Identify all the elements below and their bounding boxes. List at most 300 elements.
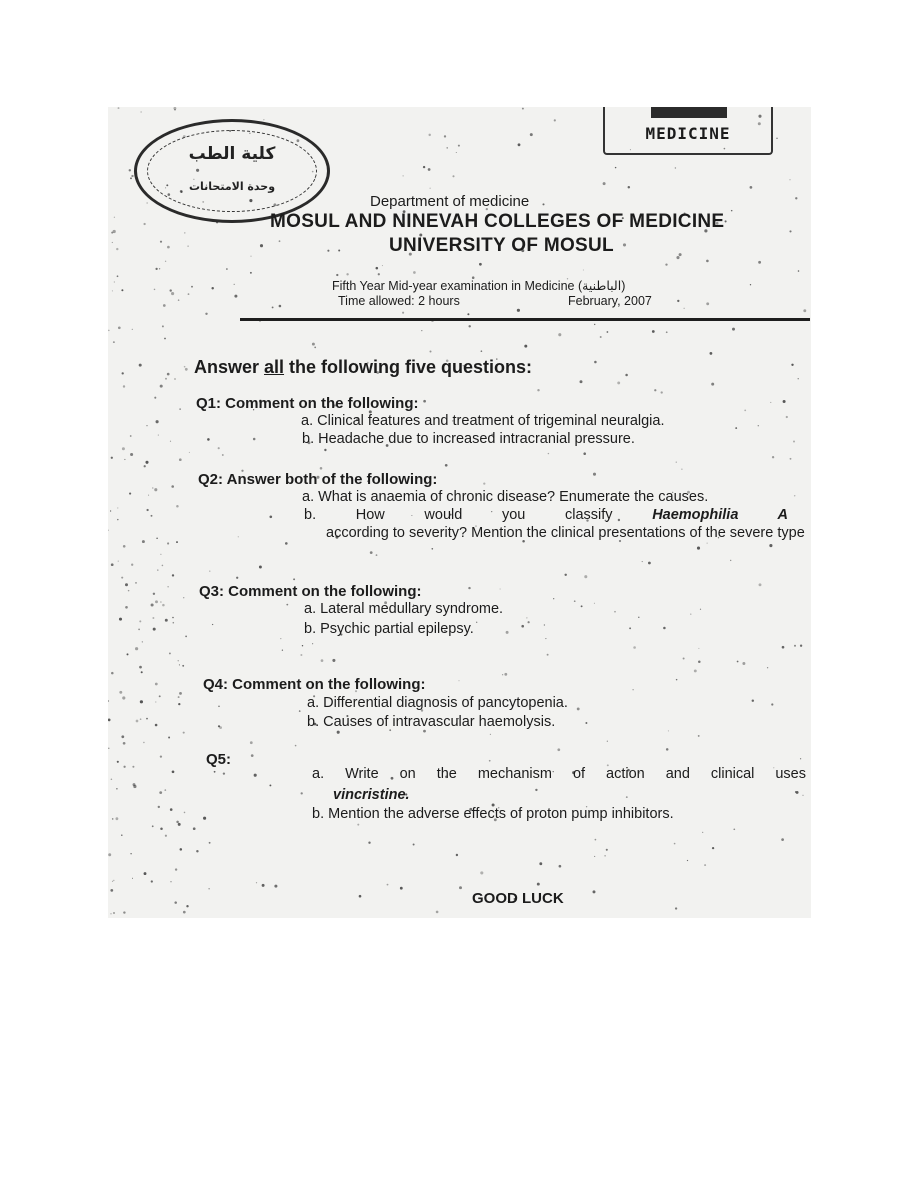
noise-speck [154,397,156,399]
noise-speck [606,849,608,851]
noise-speck [668,730,669,731]
noise-speck [793,440,795,442]
noise-speck [690,613,691,614]
noise-speck [139,620,141,622]
noise-speck [153,628,156,631]
noise-speck [160,554,161,555]
noise-speck [479,263,482,266]
noise-speck [176,505,179,508]
noise-speck [159,695,161,697]
noise-speck [706,302,709,305]
noise-speck [178,703,180,705]
noise-speck [445,464,448,467]
noise-speck [413,271,416,274]
noise-speck [183,732,185,734]
noise-speck [155,268,157,270]
noise-speck [594,361,597,364]
noise-speck [758,425,759,426]
noise-speck [767,667,768,668]
noise-speck [110,889,113,892]
noise-speck [285,542,288,545]
noise-speck [152,487,153,488]
university-title: UNIVERSITY OF MOSUL [389,235,614,256]
noise-speck [272,306,274,308]
noise-speck [185,636,187,638]
noise-speck [165,261,166,262]
noise-speck [314,347,316,349]
noise-speck [156,420,159,423]
noise-speck [167,542,169,544]
noise-speck [108,530,109,531]
noise-speck [652,330,655,333]
noise-speck [175,868,177,870]
question-3-item-b: b. Psychic partial epilepsy. [304,621,474,637]
noise-speck [165,835,167,837]
noise-speck [593,473,596,476]
noise-speck [744,409,746,411]
exam-title: Fifth Year Mid-year examination in Medicine (الباطنية) [332,279,626,293]
noise-speck [436,911,439,914]
noise-speck [771,703,773,705]
noise-speck [151,880,153,882]
noise-speck [269,784,271,786]
noise-speck [731,210,733,212]
noise-speck [172,574,174,576]
noise-speck [155,683,158,686]
noise-speck [133,783,136,786]
noise-speck [164,789,166,791]
noise-speck [123,545,126,548]
noise-speck [118,107,120,109]
noise-speck [117,507,118,508]
noise-speck [564,574,566,576]
noise-speck [131,564,133,566]
noise-speck [111,672,114,675]
noise-speck [286,604,288,606]
noise-speck [193,827,196,830]
noise-speck [178,299,180,301]
noise-speck [517,309,520,312]
noise-speck [155,701,156,702]
noise-speck [279,240,281,242]
question-1-item-a: a. Clinical features and treatment of trigeminal neuralgia. [301,413,665,429]
noise-speck [547,654,549,656]
noise-speck [585,722,587,724]
noise-speck [623,243,626,246]
noise-speck [681,469,682,470]
noise-speck [205,313,207,315]
noise-speck [683,658,685,660]
noise-speck [153,593,155,595]
noise-speck [116,788,118,790]
noise-speck [234,295,237,298]
noise-speck [108,853,111,856]
noise-speck [184,232,185,233]
noise-speck [117,275,119,277]
noise-speck [694,669,697,672]
noise-speck [154,289,156,291]
noise-speck [203,817,206,820]
noise-speck [791,364,793,366]
noise-speck [710,352,713,355]
noise-speck [165,378,167,380]
noise-speck [123,766,125,768]
noise-speck [139,666,142,669]
noise-speck [376,554,378,556]
noise-speck [280,638,281,639]
noise-speck [707,543,708,544]
noise-speck [152,825,154,827]
noise-speck [665,263,667,265]
noise-speck [321,659,324,662]
noise-speck [772,456,774,458]
noise-speck [108,330,110,332]
noise-speck [214,771,216,773]
noise-speck [123,911,125,913]
noise-speck [428,134,430,136]
noise-speck [262,884,265,887]
noise-speck [173,622,175,624]
noise-speck [663,627,666,630]
noise-speck [336,274,338,276]
question-4-title: Q4: Comment on the following: [203,676,426,693]
noise-speck [800,758,801,759]
noise-speck [279,305,282,308]
noise-speck [593,890,596,893]
noise-speck [733,828,735,830]
noise-speck [123,385,125,387]
noise-speck [413,844,415,846]
noise-speck [521,625,524,628]
noise-speck [121,289,123,291]
noise-speck [423,166,425,168]
noise-speck [207,438,210,441]
exam-date: February, 2007 [568,294,652,308]
noise-speck [263,119,264,120]
noise-speck [790,458,792,460]
noise-speck [545,638,546,639]
noise-speck [706,260,709,263]
noise-speck [295,745,297,747]
noise-speck [458,145,460,147]
noise-speck [145,461,148,464]
noise-speck [128,590,130,592]
noise-speck [594,603,595,604]
noise-speck [143,742,144,743]
noise-speck [674,843,676,845]
stamp-bar [651,107,727,118]
department-title: Department of medicine [370,193,530,210]
noise-speck [666,331,668,333]
colleges-title: MOSUL AND NINEVAH COLLEGES OF MEDICINE [270,211,725,232]
noise-speck [160,241,162,243]
noise-speck [191,286,193,288]
noise-speck [357,824,359,826]
noise-speck [332,659,335,662]
noise-speck [170,808,173,811]
noise-speck [687,860,688,861]
noise-speck [537,389,539,391]
noise-speck [132,766,134,768]
noise-speck [661,391,663,393]
noise-speck [626,796,628,798]
noise-speck [238,536,239,537]
instruction-prefix: Answer [194,357,265,377]
noise-speck [795,791,796,792]
time-allowed: Time allowed: 2 hours [338,294,460,308]
noise-speck [539,862,542,865]
noise-speck [421,330,422,331]
question-3-title: Q3: Comment on the following: [199,583,422,600]
noise-speck [312,643,313,644]
noise-speck [638,617,639,618]
noise-speck [112,242,113,243]
noise-speck [537,883,540,886]
noise-speck [187,245,189,247]
noise-speck [574,600,576,602]
question-2-item-b-line-2: according to severity? Mention the clinical presentations of the severe type [326,525,805,541]
noise-speck [112,290,113,291]
noise-speck [382,265,383,266]
noise-speck [782,646,785,649]
noise-speck [711,383,714,386]
medicine-stamp [603,107,773,155]
noise-speck [140,700,143,703]
question-5-item-a-term: vincristine. [333,787,410,803]
noise-speck [168,737,170,739]
noise-speck [174,109,176,111]
noise-speck [789,179,790,180]
noise-speck [122,372,124,374]
noise-speck [119,691,122,694]
noise-speck [554,119,556,121]
noise-speck [117,761,119,763]
noise-speck [253,438,256,441]
noise-speck [183,597,184,598]
noise-speck [732,328,735,331]
noise-speck [114,281,115,282]
noise-speck [614,611,616,613]
noise-speck [312,343,315,346]
noise-speck [160,827,163,830]
noise-speck [803,309,806,312]
noise-speck [144,465,146,467]
noise-speck [559,865,562,868]
noise-speck [135,582,137,584]
noise-speck [604,855,606,857]
noise-speck [269,515,272,518]
noise-speck [151,603,154,606]
noise-speck [169,652,171,654]
noise-speck [174,901,177,904]
noise-speck [600,336,602,338]
noise-speck [162,565,164,567]
noise-speck [234,284,235,285]
noise-speck [594,856,595,857]
noise-speck [430,188,431,189]
noise-speck [583,452,586,455]
noise-speck [698,735,700,737]
college-seal [134,119,330,223]
noise-speck [648,562,651,565]
noise-speck [108,700,109,702]
noise-speck [113,912,115,914]
noise-speck [583,269,584,270]
noise-speck [135,647,138,650]
noise-speck [131,175,133,177]
noise-speck [218,705,220,707]
noise-speck [219,726,222,729]
noise-speck [629,627,631,629]
noise-speck [698,648,699,649]
question-2-item-b-term: Haemophilia A [652,507,788,523]
noise-speck [456,854,458,856]
noise-speck [159,791,162,794]
noise-speck [452,175,454,177]
noise-speck [783,400,786,403]
noise-speck [402,312,404,314]
instruction-emphasis: all [264,357,285,377]
noise-speck [476,622,477,623]
noise-speck [111,563,114,566]
noise-speck [160,601,162,603]
noise-speck [712,847,714,849]
noise-speck [179,408,180,409]
noise-speck [156,537,158,539]
noise-speck [250,272,252,274]
noise-speck [697,547,700,550]
noise-speck [607,331,609,333]
noise-speck [666,748,669,751]
noise-speck [162,325,164,327]
noise-speck [251,754,254,757]
noise-speck [236,577,238,579]
noise-speck [324,449,326,451]
noise-speck [122,447,125,450]
noise-speck [750,284,751,285]
noise-speck [446,147,447,148]
noise-speck [130,853,131,854]
header-rule [240,318,810,321]
noise-speck [730,560,731,561]
noise-speck [132,878,133,879]
noise-speck [167,246,170,249]
noise-speck [148,495,149,496]
noise-speck [209,571,210,572]
noise-speck [698,661,701,664]
noise-speck [376,267,379,270]
question-2-title: Q2: Answer both of the following: [198,471,438,488]
noise-speck [795,197,797,199]
noise-speck [368,842,370,844]
noise-speck [160,755,162,757]
noise-speck [158,806,160,808]
noise-speck [337,731,340,734]
noise-speck [798,270,800,272]
noise-speck [125,583,128,586]
noise-speck [522,108,524,110]
noise-speck [250,741,253,744]
noise-speck [146,425,147,426]
noise-speck [196,850,198,852]
noise-speck [798,378,799,379]
seal-line-2: وحدة الامتحانات [188,180,276,193]
noise-speck [171,292,174,295]
noise-speck [113,880,114,881]
noise-speck [113,341,115,343]
noise-speck [259,566,262,569]
noise-speck [172,770,175,773]
noise-speck [140,718,142,720]
noise-speck [677,300,679,302]
noise-speck [603,182,606,185]
noise-speck [178,696,180,698]
noise-speck [628,186,630,188]
noise-speck [179,664,180,665]
noise-speck [700,609,701,610]
noise-speck [428,168,431,171]
noise-speck [781,838,784,841]
noise-speck [138,629,140,631]
noise-speck [378,273,380,275]
noise-speck [676,256,679,259]
noise-speck [423,400,426,403]
noise-speck [121,577,123,579]
noise-speck [110,913,111,914]
noise-speck [676,462,677,463]
noise-speck [675,907,677,909]
noise-speck [155,600,158,603]
noise-speck [502,674,503,675]
noise-speck [170,881,171,882]
noise-speck [293,578,295,580]
noise-speck [526,617,527,618]
noise-speck [223,772,225,774]
noise-speck [346,273,348,275]
noise-speck [171,485,174,488]
noise-speck [737,661,739,663]
noise-speck [125,606,128,609]
noise-speck [159,268,160,269]
good-luck: GOOD LUCK [472,890,564,907]
noise-speck [594,324,595,325]
noise-speck [617,381,620,384]
noise-speck [165,619,168,622]
noise-speck [182,665,184,667]
noise-speck [400,887,403,890]
noise-speck [218,447,220,449]
noise-speck [132,329,133,330]
noise-speck [112,818,114,820]
noise-speck [170,441,171,442]
noise-speck [584,575,587,578]
question-4-item-a: a. Differential diagnosis of pancytopenia. [307,695,568,711]
noise-speck [119,618,122,621]
noise-speck [320,467,323,470]
noise-speck [116,817,119,820]
noise-speck [282,650,283,651]
noise-speck [577,707,580,710]
seal-line-1: كلية الطب [188,144,276,164]
noise-speck [735,427,737,429]
noise-speck [176,821,179,824]
noise-speck [758,261,761,264]
noise-speck [147,203,148,204]
noise-speck [222,454,224,456]
noise-speck [162,604,165,607]
question-2-item-b-text: b. How would you classify [304,507,653,523]
noise-speck [212,624,213,625]
